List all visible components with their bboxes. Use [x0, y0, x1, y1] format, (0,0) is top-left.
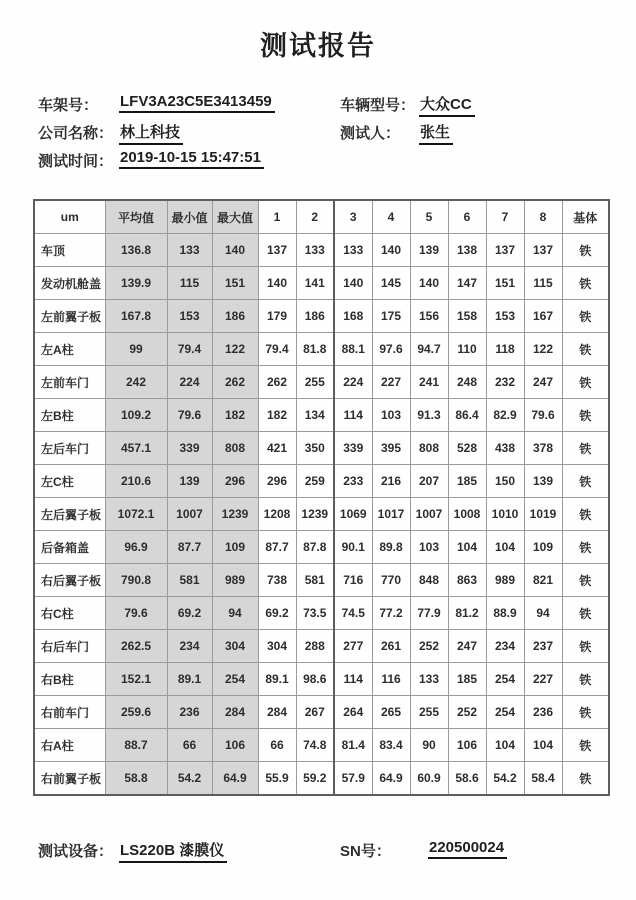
reading-cell-8: 137 — [524, 234, 562, 267]
min-cell: 54.2 — [167, 762, 212, 796]
reading-cell-6: 252 — [448, 696, 486, 729]
base-material-cell: 铁 — [562, 531, 609, 564]
min-cell: 79.6 — [167, 399, 212, 432]
reading-cell-5: 241 — [410, 366, 448, 399]
reading-cell-4: 116 — [372, 663, 410, 696]
reading-cell-8: 247 — [524, 366, 562, 399]
column-header-2: 2 — [296, 200, 334, 234]
reading-cell-1: 137 — [258, 234, 296, 267]
reading-cell-3: 233 — [334, 465, 372, 498]
reading-cell-2: 1239 — [296, 498, 334, 531]
table-row — [34, 498, 609, 531]
reading-cell-1: 1208 — [258, 498, 296, 531]
reading-cell-8: 227 — [524, 663, 562, 696]
max-cell: 254 — [212, 663, 258, 696]
min-cell: 339 — [167, 432, 212, 465]
reading-cell-5: 91.3 — [410, 399, 448, 432]
reading-cell-3: 114 — [334, 399, 372, 432]
table-row — [34, 333, 609, 366]
reading-cell-1: 421 — [258, 432, 296, 465]
reading-cell-5: 103 — [410, 531, 448, 564]
reading-cell-4: 395 — [372, 432, 410, 465]
reading-cell-5: 252 — [410, 630, 448, 663]
part-name-cell: 左A柱 — [34, 333, 105, 366]
column-header-1: 1 — [258, 200, 296, 234]
reading-cell-4: 77.2 — [372, 597, 410, 630]
avg-cell: 109.2 — [105, 399, 167, 432]
reading-cell-4: 265 — [372, 696, 410, 729]
part-name-cell: 右后翼子板 — [34, 564, 105, 597]
reading-cell-5: 1007 — [410, 498, 448, 531]
part-name-cell: 右后车门 — [34, 630, 105, 663]
reading-cell-7: 989 — [486, 564, 524, 597]
reading-cell-5: 808 — [410, 432, 448, 465]
avg-cell: 152.1 — [105, 663, 167, 696]
avg-cell: 262.5 — [105, 630, 167, 663]
base-material-cell: 铁 — [562, 465, 609, 498]
base-material-cell: 铁 — [562, 399, 609, 432]
max-cell: 106 — [212, 729, 258, 762]
tester-label: 测试人： — [340, 125, 401, 142]
reading-cell-7: 118 — [486, 333, 524, 366]
reading-cell-2: 186 — [296, 300, 334, 333]
column-header-7: 7 — [486, 200, 524, 234]
vin-value: LFV3A23C5E3413459 — [119, 93, 275, 113]
reading-cell-3: 74.5 — [334, 597, 372, 630]
reading-cell-4: 83.4 — [372, 729, 410, 762]
reading-cell-2: 141 — [296, 267, 334, 300]
reading-cell-8: 821 — [524, 564, 562, 597]
reading-cell-3: 224 — [334, 366, 372, 399]
reading-cell-2: 133 — [296, 234, 334, 267]
measurement-table — [33, 199, 610, 796]
max-cell: 262 — [212, 366, 258, 399]
min-cell: 66 — [167, 729, 212, 762]
reading-cell-7: 104 — [486, 531, 524, 564]
reading-cell-7: 232 — [486, 366, 524, 399]
max-cell: 94 — [212, 597, 258, 630]
part-name-cell: 左C柱 — [34, 465, 105, 498]
reading-cell-1: 79.4 — [258, 333, 296, 366]
min-cell: 1007 — [167, 498, 212, 531]
table-header-row — [34, 200, 609, 234]
table-row — [34, 432, 609, 465]
reading-cell-1: 262 — [258, 366, 296, 399]
base-material-cell: 铁 — [562, 267, 609, 300]
reading-cell-3: 168 — [334, 300, 372, 333]
device-value: LS220B 漆膜仪 — [119, 839, 227, 863]
part-name-cell: 车顶 — [34, 234, 105, 267]
reading-cell-3: 140 — [334, 267, 372, 300]
reading-cell-2: 81.8 — [296, 333, 334, 366]
max-cell: 186 — [212, 300, 258, 333]
reading-cell-4: 145 — [372, 267, 410, 300]
company-value: 林上科技 — [119, 121, 183, 145]
column-header-8: 8 — [524, 200, 562, 234]
part-name-cell: 右B柱 — [34, 663, 105, 696]
reading-cell-3: 277 — [334, 630, 372, 663]
reading-cell-2: 255 — [296, 366, 334, 399]
reading-cell-1: 179 — [258, 300, 296, 333]
reading-cell-1: 66 — [258, 729, 296, 762]
reading-cell-4: 261 — [372, 630, 410, 663]
test-time-label: 测试时间： — [38, 153, 114, 170]
reading-cell-8: 167 — [524, 300, 562, 333]
reading-cell-3: 114 — [334, 663, 372, 696]
reading-cell-2: 73.5 — [296, 597, 334, 630]
reading-cell-6: 58.6 — [448, 762, 486, 796]
reading-cell-2: 288 — [296, 630, 334, 663]
avg-cell: 88.7 — [105, 729, 167, 762]
reading-cell-5: 156 — [410, 300, 448, 333]
min-cell: 115 — [167, 267, 212, 300]
avg-cell: 139.9 — [105, 267, 167, 300]
part-name-cell: 右C柱 — [34, 597, 105, 630]
avg-cell: 790.8 — [105, 564, 167, 597]
reading-cell-8: 237 — [524, 630, 562, 663]
base-material-cell: 铁 — [562, 564, 609, 597]
reading-cell-4: 103 — [372, 399, 410, 432]
avg-cell: 242 — [105, 366, 167, 399]
reading-cell-8: 236 — [524, 696, 562, 729]
avg-cell: 1072.1 — [105, 498, 167, 531]
reading-cell-3: 339 — [334, 432, 372, 465]
reading-cell-2: 134 — [296, 399, 334, 432]
reading-cell-8: 104 — [524, 729, 562, 762]
reading-cell-8: 122 — [524, 333, 562, 366]
reading-cell-6: 106 — [448, 729, 486, 762]
min-cell: 153 — [167, 300, 212, 333]
reading-cell-4: 216 — [372, 465, 410, 498]
reading-cell-6: 110 — [448, 333, 486, 366]
table-row — [34, 729, 609, 762]
column-header-5: 5 — [410, 200, 448, 234]
reading-cell-5: 255 — [410, 696, 448, 729]
base-material-cell: 铁 — [562, 366, 609, 399]
reading-cell-5: 848 — [410, 564, 448, 597]
reading-cell-5: 90 — [410, 729, 448, 762]
reading-cell-1: 738 — [258, 564, 296, 597]
reading-cell-8: 58.4 — [524, 762, 562, 796]
base-material-cell: 铁 — [562, 333, 609, 366]
reading-cell-3: 133 — [334, 234, 372, 267]
column-header-unit: um — [34, 200, 105, 234]
reading-cell-6: 185 — [448, 465, 486, 498]
reading-cell-2: 98.6 — [296, 663, 334, 696]
sn-label: SN号： — [340, 843, 391, 860]
table-row — [34, 597, 609, 630]
column-header-平均值: 平均值 — [105, 200, 167, 234]
reading-cell-7: 254 — [486, 663, 524, 696]
part-name-cell: 左后翼子板 — [34, 498, 105, 531]
reading-cell-2: 87.8 — [296, 531, 334, 564]
reading-cell-6: 1008 — [448, 498, 486, 531]
reading-cell-3: 716 — [334, 564, 372, 597]
base-material-cell: 铁 — [562, 234, 609, 267]
reading-cell-7: 438 — [486, 432, 524, 465]
reading-cell-4: 89.8 — [372, 531, 410, 564]
reading-cell-3: 1069 — [334, 498, 372, 531]
base-material-cell: 铁 — [562, 762, 609, 796]
column-header-3: 3 — [334, 200, 372, 234]
reading-cell-3: 81.4 — [334, 729, 372, 762]
avg-cell: 167.8 — [105, 300, 167, 333]
max-cell: 989 — [212, 564, 258, 597]
reading-cell-8: 139 — [524, 465, 562, 498]
reading-cell-1: 304 — [258, 630, 296, 663]
table-row — [34, 696, 609, 729]
vin-label: 车架号： — [38, 97, 99, 114]
min-cell: 69.2 — [167, 597, 212, 630]
reading-cell-7: 150 — [486, 465, 524, 498]
reading-cell-1: 69.2 — [258, 597, 296, 630]
avg-cell: 79.6 — [105, 597, 167, 630]
table-row — [34, 366, 609, 399]
reading-cell-4: 64.9 — [372, 762, 410, 796]
table-row — [34, 663, 609, 696]
reading-cell-6: 86.4 — [448, 399, 486, 432]
part-name-cell: 左前车门 — [34, 366, 105, 399]
avg-cell: 99 — [105, 333, 167, 366]
reading-cell-1: 55.9 — [258, 762, 296, 796]
base-material-cell: 铁 — [562, 663, 609, 696]
table-row — [34, 267, 609, 300]
table-row — [34, 234, 609, 267]
min-cell: 139 — [167, 465, 212, 498]
min-cell: 236 — [167, 696, 212, 729]
min-cell: 87.7 — [167, 531, 212, 564]
reading-cell-5: 207 — [410, 465, 448, 498]
max-cell: 808 — [212, 432, 258, 465]
reading-cell-7: 54.2 — [486, 762, 524, 796]
reading-cell-8: 378 — [524, 432, 562, 465]
reading-cell-2: 259 — [296, 465, 334, 498]
base-material-cell: 铁 — [562, 300, 609, 333]
base-material-cell: 铁 — [562, 498, 609, 531]
avg-cell: 58.8 — [105, 762, 167, 796]
reading-cell-3: 57.9 — [334, 762, 372, 796]
reading-cell-7: 82.9 — [486, 399, 524, 432]
reading-cell-4: 770 — [372, 564, 410, 597]
reading-cell-6: 863 — [448, 564, 486, 597]
reading-cell-4: 1017 — [372, 498, 410, 531]
reading-cell-7: 234 — [486, 630, 524, 663]
reading-cell-6: 81.2 — [448, 597, 486, 630]
reading-cell-6: 248 — [448, 366, 486, 399]
reading-cell-6: 247 — [448, 630, 486, 663]
reading-cell-6: 104 — [448, 531, 486, 564]
table-row — [34, 300, 609, 333]
avg-cell: 457.1 — [105, 432, 167, 465]
page-title: 测试报告 — [260, 31, 376, 61]
part-name-cell: 右前车门 — [34, 696, 105, 729]
reading-cell-2: 74.8 — [296, 729, 334, 762]
part-name-cell: 左前翼子板 — [34, 300, 105, 333]
reading-cell-6: 158 — [448, 300, 486, 333]
min-cell: 234 — [167, 630, 212, 663]
min-cell: 79.4 — [167, 333, 212, 366]
reading-cell-7: 88.9 — [486, 597, 524, 630]
base-material-cell: 铁 — [562, 729, 609, 762]
avg-cell: 136.8 — [105, 234, 167, 267]
reading-cell-2: 59.2 — [296, 762, 334, 796]
reading-cell-5: 133 — [410, 663, 448, 696]
base-material-cell: 铁 — [562, 597, 609, 630]
reading-cell-7: 104 — [486, 729, 524, 762]
reading-cell-6: 185 — [448, 663, 486, 696]
reading-cell-1: 284 — [258, 696, 296, 729]
min-cell: 133 — [167, 234, 212, 267]
reading-cell-2: 350 — [296, 432, 334, 465]
table-row — [34, 564, 609, 597]
avg-cell: 210.6 — [105, 465, 167, 498]
sn-value: 220500024 — [428, 839, 507, 859]
reading-cell-1: 182 — [258, 399, 296, 432]
reading-cell-8: 115 — [524, 267, 562, 300]
reading-cell-7: 137 — [486, 234, 524, 267]
base-material-cell: 铁 — [562, 630, 609, 663]
device-label: 测试设备： — [38, 843, 114, 860]
max-cell: 284 — [212, 696, 258, 729]
min-cell: 581 — [167, 564, 212, 597]
max-cell: 64.9 — [212, 762, 258, 796]
reading-cell-4: 227 — [372, 366, 410, 399]
reading-cell-7: 153 — [486, 300, 524, 333]
reading-cell-1: 87.7 — [258, 531, 296, 564]
reading-cell-5: 140 — [410, 267, 448, 300]
test-time-value: 2019-10-15 15:47:51 — [119, 149, 264, 169]
base-material-cell: 铁 — [562, 432, 609, 465]
reading-cell-1: 140 — [258, 267, 296, 300]
reading-cell-3: 264 — [334, 696, 372, 729]
reading-cell-4: 175 — [372, 300, 410, 333]
reading-cell-3: 88.1 — [334, 333, 372, 366]
max-cell: 109 — [212, 531, 258, 564]
max-cell: 1239 — [212, 498, 258, 531]
avg-cell: 96.9 — [105, 531, 167, 564]
tester-value: 张生 — [419, 121, 453, 145]
reading-cell-7: 254 — [486, 696, 524, 729]
part-name-cell: 左后车门 — [34, 432, 105, 465]
reading-cell-8: 79.6 — [524, 399, 562, 432]
reading-cell-5: 77.9 — [410, 597, 448, 630]
reading-cell-5: 139 — [410, 234, 448, 267]
max-cell: 140 — [212, 234, 258, 267]
model-value: 大众CC — [419, 93, 475, 117]
part-name-cell: 后备箱盖 — [34, 531, 105, 564]
max-cell: 304 — [212, 630, 258, 663]
part-name-cell: 发动机舱盖 — [34, 267, 105, 300]
reading-cell-4: 140 — [372, 234, 410, 267]
max-cell: 182 — [212, 399, 258, 432]
column-header-6: 6 — [448, 200, 486, 234]
table-row — [34, 531, 609, 564]
part-name-cell: 右前翼子板 — [34, 762, 105, 796]
model-label: 车辆型号： — [340, 97, 416, 114]
reading-cell-6: 528 — [448, 432, 486, 465]
table-row — [34, 630, 609, 663]
reading-cell-7: 151 — [486, 267, 524, 300]
table-row — [34, 399, 609, 432]
column-header-最小值: 最小值 — [167, 200, 212, 234]
reading-cell-1: 89.1 — [258, 663, 296, 696]
avg-cell: 259.6 — [105, 696, 167, 729]
reading-cell-5: 60.9 — [410, 762, 448, 796]
reading-cell-7: 1010 — [486, 498, 524, 531]
reading-cell-3: 90.1 — [334, 531, 372, 564]
base-material-cell: 铁 — [562, 696, 609, 729]
min-cell: 224 — [167, 366, 212, 399]
reading-cell-5: 94.7 — [410, 333, 448, 366]
reading-cell-2: 581 — [296, 564, 334, 597]
reading-cell-4: 97.6 — [372, 333, 410, 366]
min-cell: 89.1 — [167, 663, 212, 696]
company-label: 公司名称： — [38, 125, 114, 142]
max-cell: 151 — [212, 267, 258, 300]
reading-cell-6: 138 — [448, 234, 486, 267]
reading-cell-2: 267 — [296, 696, 334, 729]
column-header-基体: 基体 — [562, 200, 609, 234]
part-name-cell: 左B柱 — [34, 399, 105, 432]
part-name-cell: 右A柱 — [34, 729, 105, 762]
max-cell: 122 — [212, 333, 258, 366]
table-row — [34, 465, 609, 498]
reading-cell-8: 1019 — [524, 498, 562, 531]
reading-cell-1: 296 — [258, 465, 296, 498]
reading-cell-8: 109 — [524, 531, 562, 564]
max-cell: 296 — [212, 465, 258, 498]
reading-cell-6: 147 — [448, 267, 486, 300]
table-row — [34, 762, 609, 796]
reading-cell-8: 94 — [524, 597, 562, 630]
column-header-4: 4 — [372, 200, 410, 234]
column-header-最大值: 最大值 — [212, 200, 258, 234]
